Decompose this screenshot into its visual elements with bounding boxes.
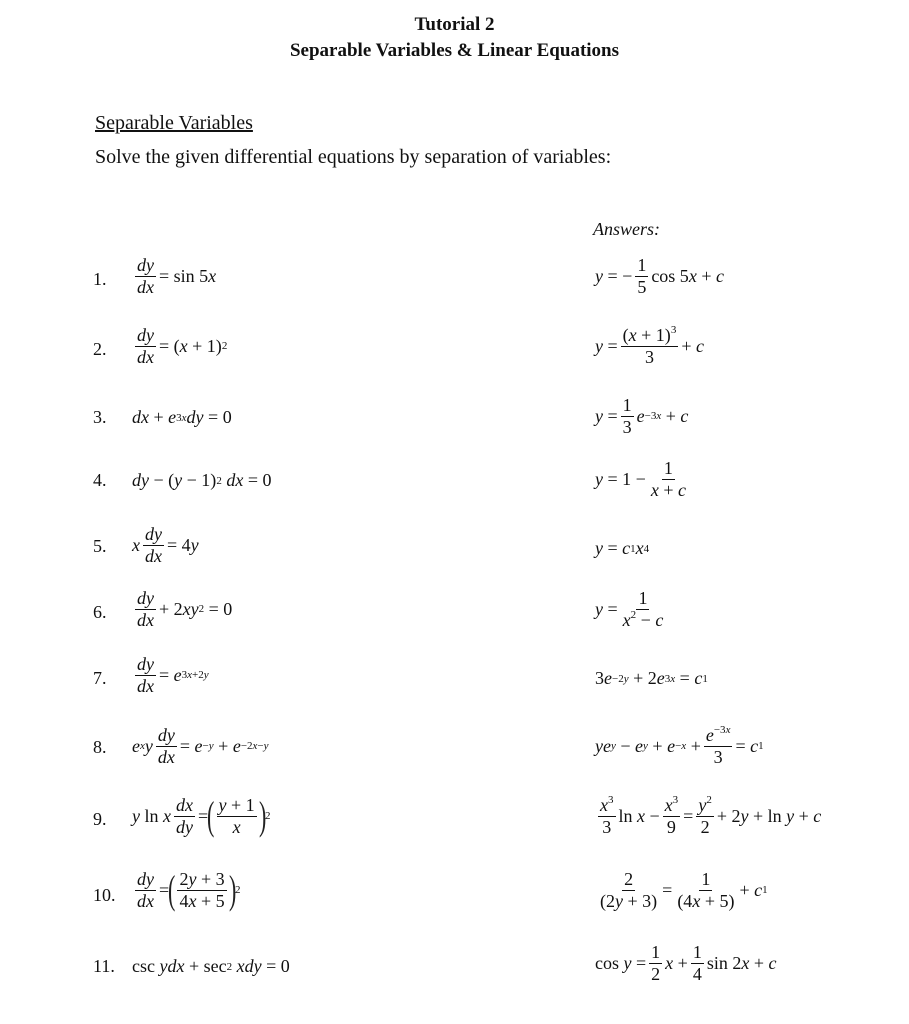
problem-answer: cos y = $\frac{1}{2}$ x + $\frac{1}{4}$ sin 2 x + c [595,942,777,984]
problem-row [0,255,909,325]
problem-equation: x $\frac{dy}{dx}$ = 4 y [132,524,199,566]
problem-row [0,325,909,395]
problem-answer: y = − $\frac{1}{5}$ cos 5 x + c [595,255,724,297]
page-title: Tutorial 2 [414,14,495,35]
problem-answer: y = $\frac{1}{x^2 - c}$ [595,588,664,630]
problem-number: 2. [93,339,107,359]
problem-answer: 3 e −2y + 2 e 3x = c 1 [595,668,708,688]
problem-answer: ye y − e y + e −x + $\frac{e^{-3x}}{3}$ = c 1 [595,724,764,767]
problem-equation: dy − ( y − 1) 2 dx = 0 [132,470,272,490]
answers-label: Answers: [593,219,660,239]
problem-row [0,588,909,658]
problem-equation: $\frac{dy}{dx}$ = ( x + 1) 2 [137,325,228,367]
problem-number: 7. [93,668,107,688]
problem-row [0,725,909,795]
problem-row [0,654,909,724]
problem-row [0,865,909,935]
page-subtitle: Separable Variables & Linear Equations [289,40,620,61]
problem-answer: y = 1 − $\frac{1}{x + c}$ [595,458,686,500]
section-heading: Separable Variables [95,112,253,134]
problem-row [0,524,909,594]
problem-row [0,395,909,465]
problem-equation: $\frac{dy}{dx}$ + 2 xy 2 = 0 [137,588,233,630]
problem-equation: $\frac{dy}{dx}$ = ( $\frac{2y + 3}{4x + 5}$ ) 2 [137,867,241,913]
problem-row [0,795,909,865]
problem-number: 1. [93,269,107,289]
problem-equation: dx + e 3x dy = 0 [132,407,232,427]
problem-answer: y = c 1 x 4 [595,538,650,558]
problem-answer: $\frac{x^3}{3}$ ln x − $\frac{x^3}{9}$ = $\frac{y^2}{2}$ + 2 y + ln y + c [600,794,822,837]
problem-equation: y ln x $\frac{dx}{dy}$ = ( $\frac{y + 1}{x}$ ) 2 [132,793,271,839]
problem-number: 3. [93,407,107,427]
problem-equation: e x y $\frac{dy}{dx}$ = e −y + e −2x−y [132,725,269,767]
problem-number: 8. [93,737,107,757]
problem-number: 4. [93,470,107,490]
problem-equation: $\frac{dy}{dx}$ = sin 5 x [137,255,217,297]
problem-row [0,458,909,528]
problem-number: 11. [93,956,115,976]
problem-row [0,942,909,1012]
problem-number: 9. [93,809,107,829]
instruction-text: Solve the given differential equations by separation of variables: [95,146,612,168]
problem-number: 5. [93,536,107,556]
problem-equation: $\frac{dy}{dx}$ = e 3x+2y [137,654,209,696]
problem-number: 10. [93,885,116,905]
problem-equation: csc ydx + sec 2 xdy = 0 [132,956,290,976]
problem-number: 6. [93,602,107,622]
problem-answer: $\frac{2}{(2y + 3)}$ = $\frac{1}{(4x + 5)}$ + c 1 [600,869,768,911]
problem-answer: y = $\frac{(x + 1)^3}{3}$ + c [595,324,704,367]
problem-answer: y = $\frac{1}{3}$ e −3x + c [595,395,689,437]
